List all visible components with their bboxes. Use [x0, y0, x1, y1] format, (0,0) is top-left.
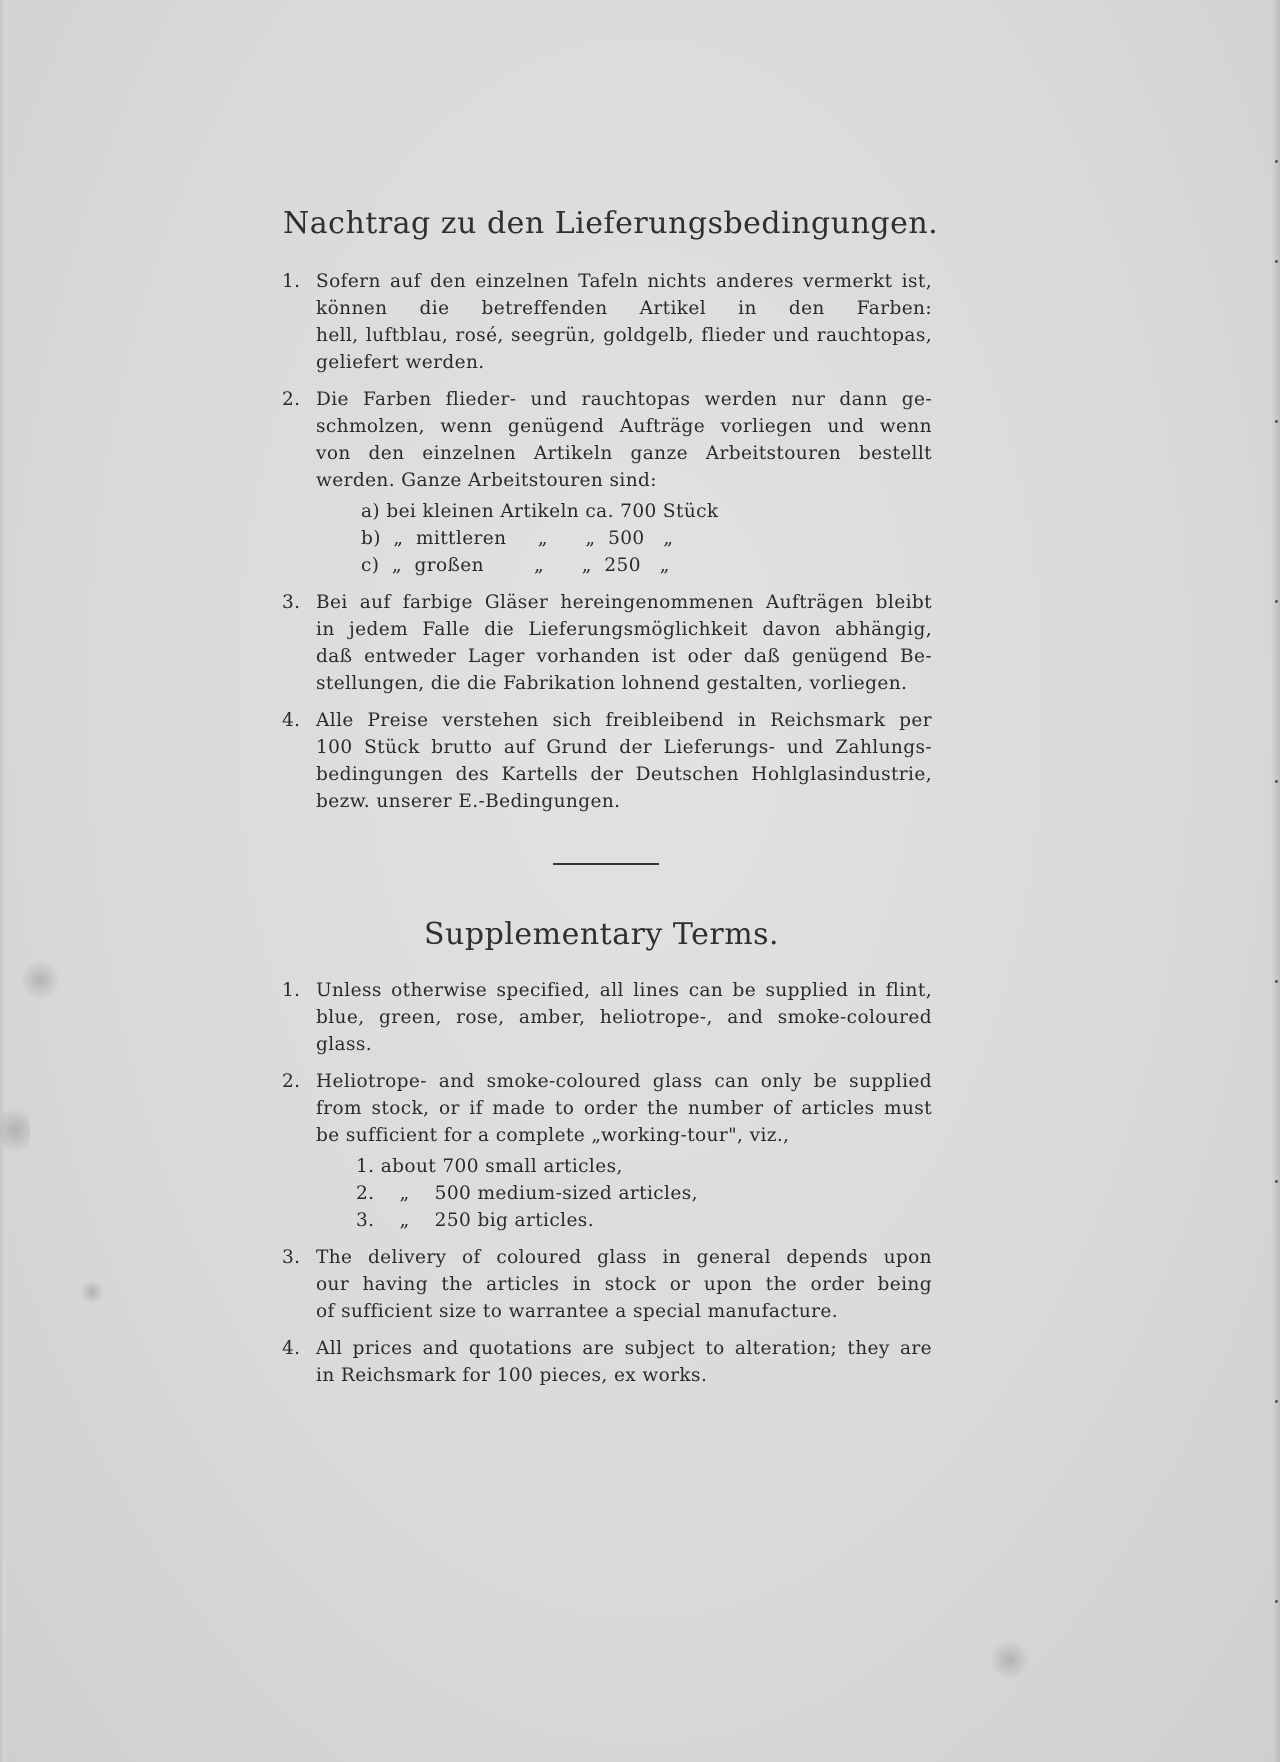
term-number: 1. [282, 271, 301, 292]
term-text-line: blue, green, rose, amber, heliotrope-, and smoke-coloured [316, 1007, 932, 1028]
term-text-line: our having the articles in stock or upon the order being [316, 1274, 932, 1295]
term-text-line: bezw. unserer E.-Bedingungen. [316, 791, 621, 812]
term-text-line: be sufficient for a complete „working-tour", viz., [316, 1125, 790, 1146]
term-text-line: daß entweder Lager vorhanden ist oder daß genügend Be- [316, 646, 932, 667]
term-number: 3. [282, 592, 301, 613]
term-item [282, 386, 932, 579]
term-text-line: glass. [316, 1034, 373, 1055]
sub-list [316, 1153, 932, 1234]
sub-list-item: 2. „ 500 medium-sized articles, [356, 1183, 698, 1204]
english-title: Supplementary Terms. [424, 917, 780, 952]
binding-mark [1275, 260, 1278, 263]
paper-stain [0, 1100, 30, 1160]
term-number: 3. [282, 1247, 301, 1268]
binding-mark [1275, 780, 1278, 783]
german-terms-list [282, 268, 932, 825]
binding-mark [1275, 420, 1278, 423]
term-number: 1. [282, 980, 301, 1001]
term-text-line: können die betreffenden Artikel in den Farben: [316, 298, 932, 319]
sub-list-item: c) „ großen „ „ 250 „ [361, 555, 670, 576]
term-number: 4. [282, 710, 301, 731]
paper-stain [990, 1640, 1030, 1680]
sub-list-item: a) bei kleinen Artikeln ca. 700 Stück [361, 501, 719, 522]
term-number: 2. [282, 389, 301, 410]
paper-stain [20, 960, 60, 1000]
english-terms-list [282, 977, 932, 1399]
term-text-line: schmolzen, wenn genügend Aufträge vorliegen und wenn [316, 416, 932, 437]
term-item [282, 1068, 932, 1234]
sub-list-item: 3. „ 250 big articles. [356, 1210, 594, 1231]
term-item [282, 268, 932, 376]
sub-list-item: b) „ mittleren „ „ 500 „ [361, 528, 674, 549]
sub-list-item: 1. about 700 small articles, [356, 1156, 623, 1177]
term-text-line: Unless otherwise specified, all lines can be supplied in flint, [316, 980, 932, 1001]
page-edge-right [1272, 0, 1280, 1762]
term-item [282, 1244, 932, 1325]
binding-mark [1275, 1400, 1278, 1403]
term-number: 4. [282, 1338, 301, 1359]
term-item [282, 1335, 932, 1389]
term-text-line: in jedem Falle die Lieferungsmöglichkeit davon abhängig, [316, 619, 932, 640]
term-text-line: von den einzelnen Artikeln ganze Arbeitstouren bestellt [316, 443, 932, 464]
term-text-line: Heliotrope- and smoke-coloured glass can only be supplied [316, 1071, 932, 1092]
term-text-line: bedingungen des Kartells der Deutschen Hohlglasindustrie, [316, 764, 932, 785]
term-text-line: stellungen, die die Fabrikation lohnend gestalten, vorliegen. [316, 673, 908, 694]
term-text-line: hell, luftblau, rosé, seegrün, goldgelb, flieder und rauchtopas, [316, 325, 932, 346]
term-text-line: geliefert werden. [316, 352, 485, 373]
term-text-line: from stock, or if made to order the number of articles must [316, 1098, 932, 1119]
term-text-line: All prices and quotations are subject to alteration; they are [316, 1338, 932, 1359]
term-text-line: Die Farben flieder- und rauchtopas werden nur dann ge- [316, 389, 932, 410]
page-edge-left [0, 0, 6, 1762]
binding-mark [1275, 1600, 1278, 1603]
binding-mark [1275, 1180, 1278, 1183]
term-text-line: of sufficient size to warrantee a special manufacture. [316, 1301, 839, 1322]
term-item [282, 977, 932, 1058]
binding-mark [1275, 600, 1278, 603]
sub-list [316, 498, 932, 579]
term-text-line: The delivery of coloured glass in general depends upon [316, 1247, 932, 1268]
term-text-line: in Reichsmark for 100 pieces, ex works. [316, 1365, 708, 1386]
term-text-line: Bei auf farbige Gläser hereingenommenen Aufträgen bleibt [316, 592, 932, 613]
term-text-line: Sofern auf den einzelnen Tafeln nichts anderes vermerkt ist, [316, 271, 932, 292]
term-text-line: werden. Ganze Arbeitstouren sind: [316, 470, 657, 491]
paper-stain [80, 1280, 104, 1304]
binding-mark [1275, 160, 1278, 163]
term-item [282, 589, 932, 697]
section-divider [553, 863, 659, 865]
binding-mark [1275, 980, 1278, 983]
term-text-line: Alle Preise verstehen sich freibleibend in Reichsmark per [316, 710, 932, 731]
term-number: 2. [282, 1071, 301, 1092]
term-item [282, 707, 932, 815]
german-title: Nachtrag zu den Lieferungsbedingungen. [283, 206, 939, 241]
term-text-line: 100 Stück brutto auf Grund der Lieferungs- und Zahlungs- [316, 737, 932, 758]
